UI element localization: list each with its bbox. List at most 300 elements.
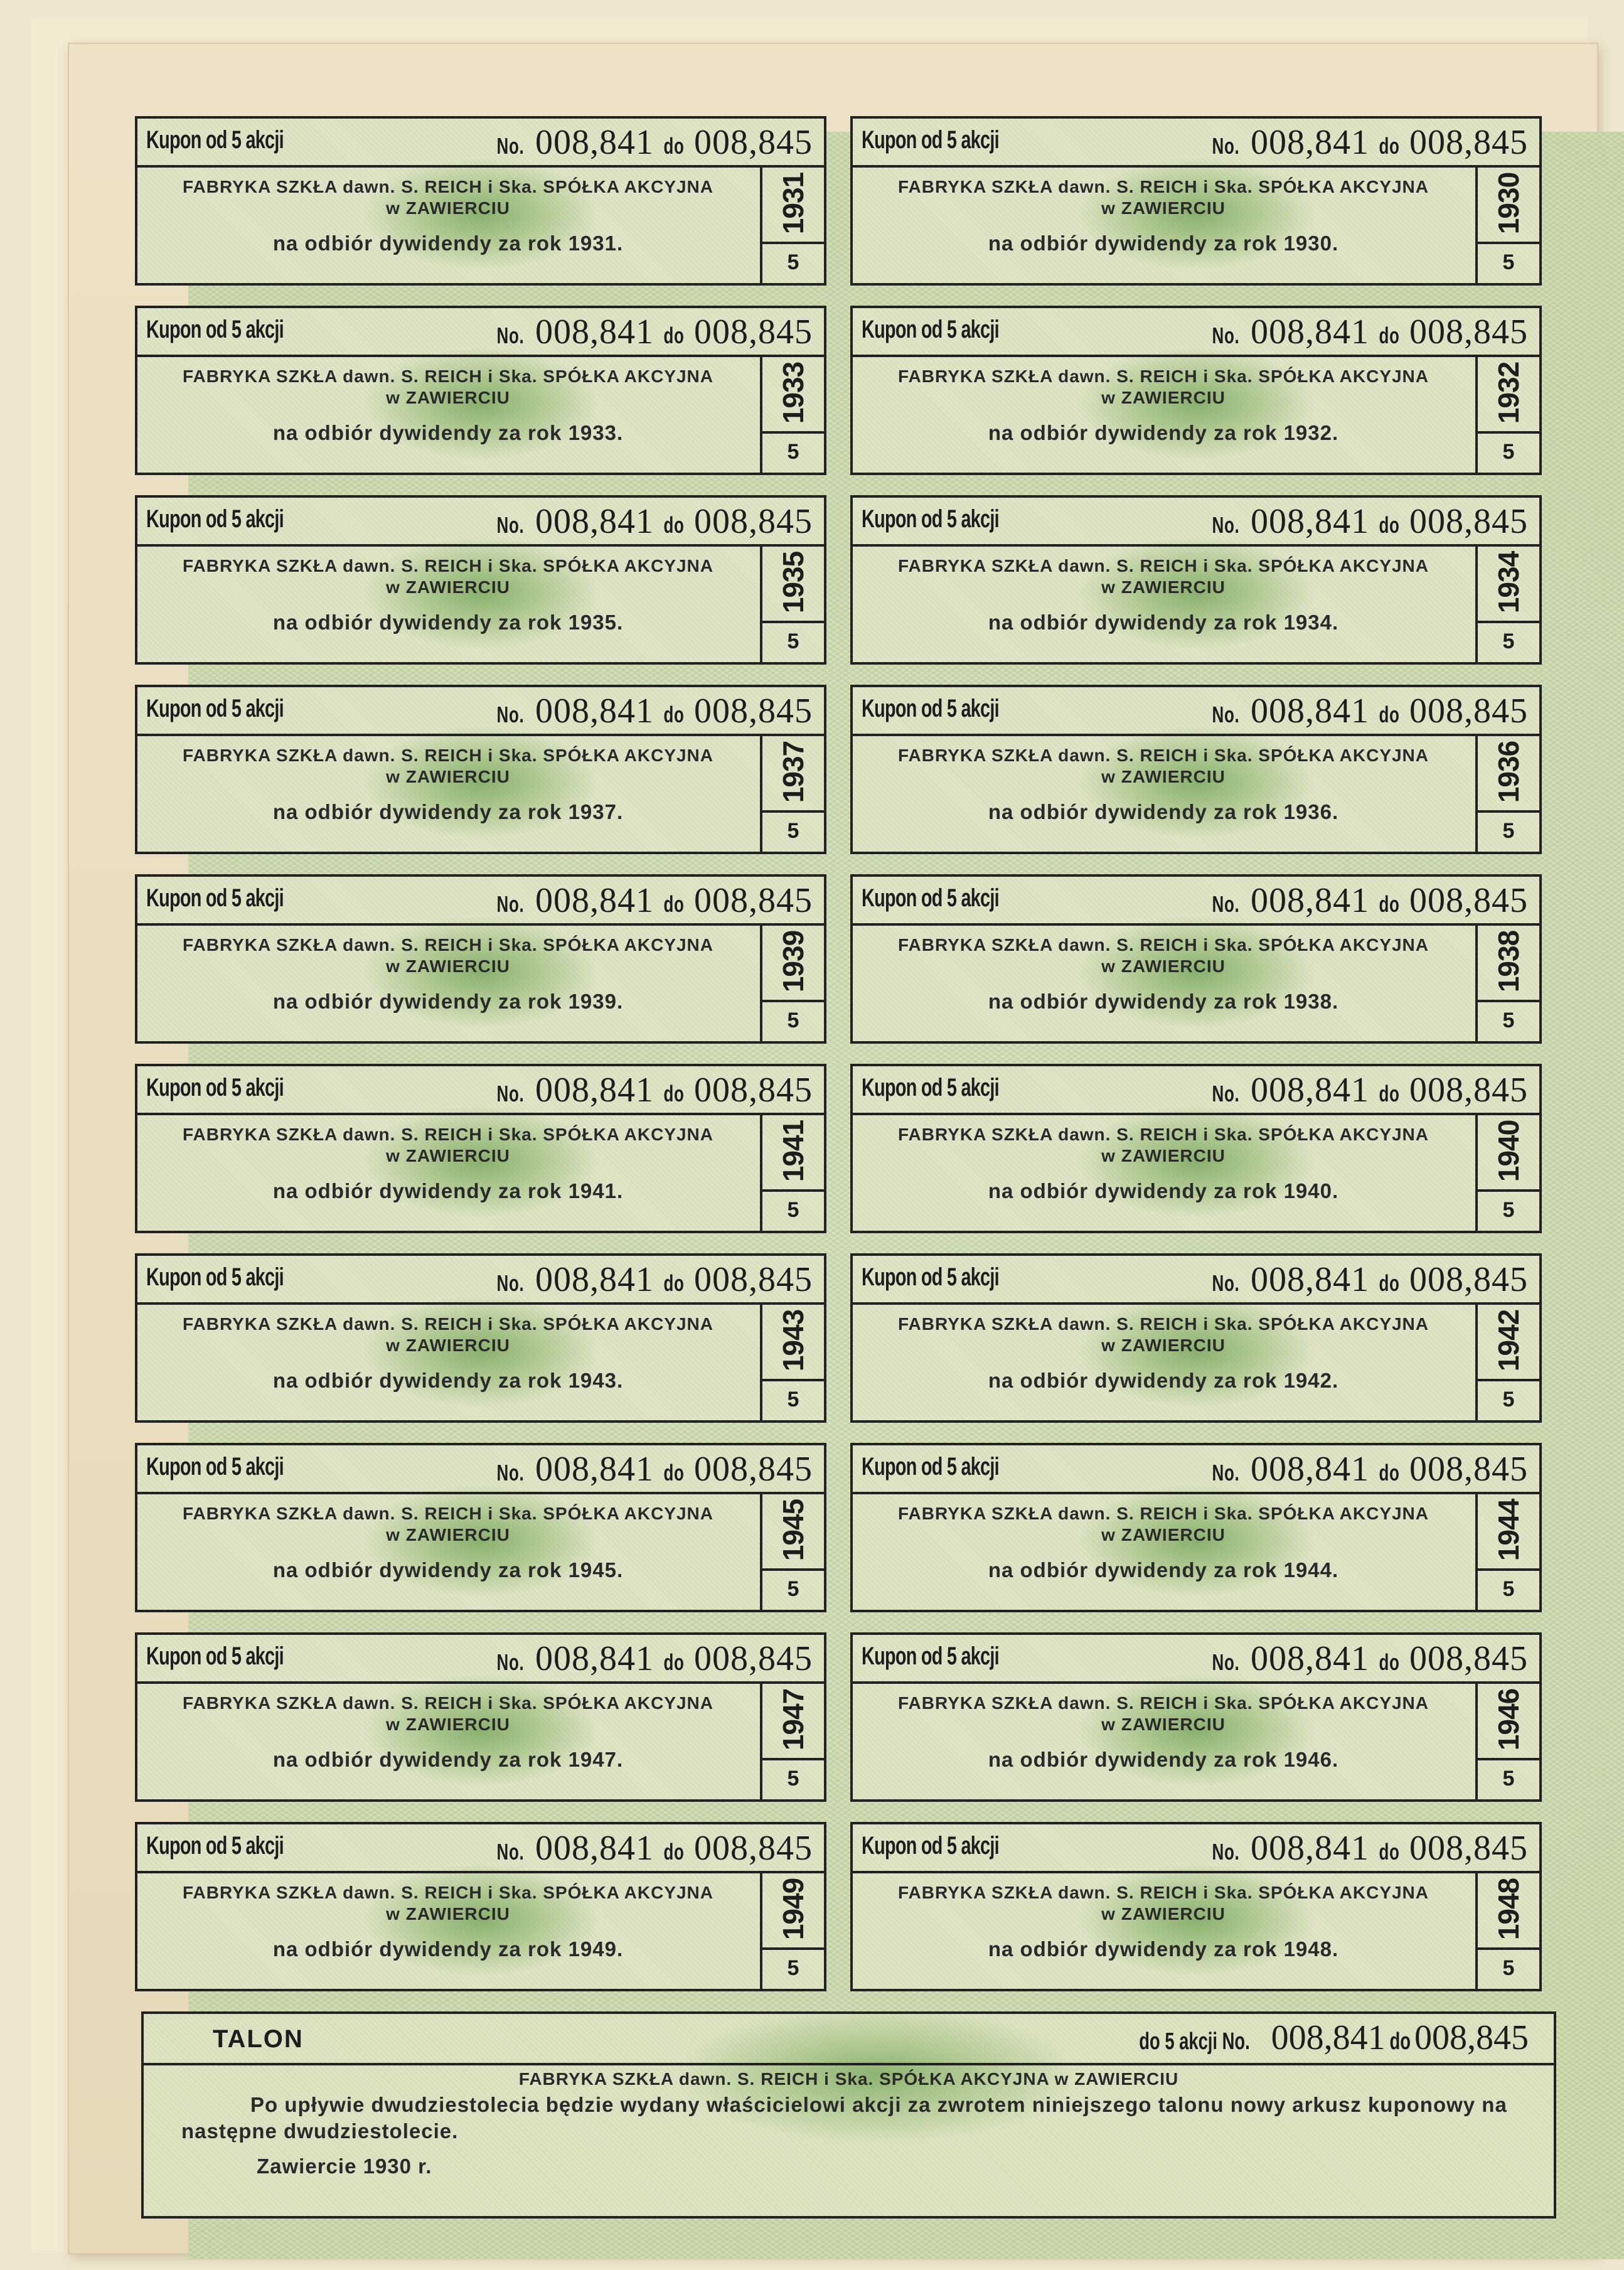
coupon-company: FABRYKA SZKŁA dawn. S. REICH i Ska. SPÓŁKA AKCYJNA [182, 1314, 714, 1334]
coupon-1943 [135, 1253, 826, 1423]
coupon-dividend-label: na odbiór dywidendy za rok 1939. [272, 990, 624, 1013]
coupon-share-count: 5 [1502, 629, 1515, 653]
coupon-body [853, 1305, 1474, 1420]
coupon-no-label: No. [496, 1460, 525, 1486]
coupon-share-count: 5 [1502, 1767, 1515, 1791]
coupon-number-range [1210, 691, 1528, 731]
coupon-side-year: 1938 [1492, 930, 1525, 993]
coupon-town: w ZAWIERCIU [1101, 1904, 1226, 1924]
coupon-no-label: No. [496, 1649, 525, 1675]
coupon-side-year-cell [1478, 1492, 1539, 1571]
coupon-dividend-label: na odbiór dywidendy za rok 1947. [272, 1748, 624, 1771]
coupon-title: Kupon od 5 akcji [862, 316, 999, 343]
coupon-1939 [135, 874, 826, 1044]
coupon-number-from: 008,841 [535, 692, 654, 731]
coupon-side-year: 1943 [777, 1309, 809, 1372]
coupon-dividend-label: na odbiór dywidendy za rok 1933. [272, 421, 624, 444]
coupon-company: FABRYKA SZKŁA dawn. S. REICH i Ska. SPÓŁKA AKCYJNA [182, 1693, 714, 1713]
coupon-company: FABRYKA SZKŁA dawn. S. REICH i Ska. SPÓŁKA AKCYJNA [897, 367, 1429, 386]
coupon-no-label: No. [496, 133, 525, 159]
coupon-to-label: do [663, 133, 685, 159]
coupon-number-to: 008,845 [694, 881, 813, 920]
coupon-number-range [1210, 1639, 1528, 1679]
coupon-number-from: 008,841 [535, 1639, 654, 1678]
talon-title: TALON [213, 2025, 304, 2053]
talon-number-from: 008,841 [1271, 2018, 1386, 2057]
coupon-1937 [135, 685, 826, 854]
coupon-dividend-label: na odbiór dywidendy za rok 1949. [272, 1937, 624, 1961]
coupon-title: Kupon od 5 akcji [146, 126, 284, 154]
coupon-title: Kupon od 5 akcji [146, 1832, 284, 1860]
coupon-body [853, 547, 1474, 662]
coupon-side-year-cell [762, 734, 824, 813]
coupon-label-year: 1936 [1283, 800, 1332, 823]
coupon-share-count: 5 [1502, 1388, 1515, 1411]
coupon-side-year: 1949 [777, 1878, 809, 1941]
coupon-number-from: 008,841 [535, 502, 654, 541]
coupon-share-count: 5 [787, 250, 799, 274]
coupon-title: Kupon od 5 akcji [862, 695, 999, 722]
coupon-no-label: No. [1212, 1649, 1240, 1675]
coupon-share-count: 5 [787, 1388, 799, 1411]
coupon-to-label: do [1379, 1839, 1400, 1865]
coupon-company: FABRYKA SZKŁA dawn. S. REICH i Ska. SPÓŁKA AKCYJNA [182, 1125, 714, 1144]
coupon-to-label: do [663, 1270, 685, 1296]
coupon-label-text: na odbiór dywidendy za rok [272, 800, 562, 823]
coupon-share-count: 5 [1502, 440, 1515, 464]
coupon-company: FABRYKA SZKŁA dawn. S. REICH i Ska. SPÓŁKA AKCYJNA [897, 556, 1429, 576]
coupon-to-label: do [1379, 323, 1400, 348]
coupon-no-label: No. [496, 1081, 525, 1106]
coupon-1949 [135, 1822, 826, 1991]
coupon-side-year: 1942 [1492, 1309, 1525, 1372]
coupon-label-year: 1938 [1283, 990, 1332, 1013]
coupon-side-panel [1475, 1113, 1539, 1231]
coupon-label-text: na odbiór dywidendy za rok [272, 1937, 562, 1961]
coupon-number-range [1210, 312, 1528, 352]
coupon-number-from: 008,841 [1251, 1829, 1370, 1868]
coupon-to-label: do [1379, 512, 1400, 538]
coupon-town: w ZAWIERCIU [386, 198, 510, 218]
coupon-company: FABRYKA SZKŁA dawn. S. REICH i Ska. SPÓŁKA AKCYJNA [182, 177, 714, 196]
talon-header [144, 2014, 1554, 2065]
coupon-label-text: na odbiór dywidendy za rok [272, 990, 562, 1013]
coupon-header [137, 1635, 824, 1684]
talon-company: FABRYKA SZKŁA dawn. S. REICH i Ska. SPÓŁKA AKCYJNA w ZAWIERCIU [518, 2069, 1179, 2089]
coupon-label-text: na odbiór dywidendy za rok [988, 232, 1278, 255]
coupon-label-year: 1942 [1283, 1369, 1332, 1392]
coupon-number-range [495, 1070, 813, 1110]
coupon-no-label: No. [1212, 891, 1240, 917]
coupon-label-text: na odbiór dywidendy za rok [272, 1748, 562, 1771]
coupon-town: w ZAWIERCIU [386, 1525, 510, 1545]
coupon-no-label: No. [1212, 1839, 1240, 1865]
coupon-title: Kupon od 5 akcji [146, 1453, 284, 1480]
coupon-company: FABRYKA SZKŁA dawn. S. REICH i Ska. SPÓŁKA AKCYJNA [182, 935, 714, 955]
coupon-town: w ZAWIERCIU [386, 1146, 510, 1165]
coupon-body [137, 1115, 759, 1231]
coupon-side-panel [760, 544, 824, 662]
coupon-share-count: 5 [787, 1577, 799, 1601]
coupon-company: FABRYKA SZKŁA dawn. S. REICH i Ska. SPÓŁKA AKCYJNA [897, 746, 1429, 765]
coupon-no-label: No. [1212, 1270, 1240, 1296]
coupon-side-year-cell [1478, 1681, 1539, 1760]
coupon-header [137, 308, 824, 357]
coupon-title: Kupon od 5 akcji [146, 316, 284, 343]
coupon-side-year: 1941 [777, 1120, 809, 1182]
coupon-number-to: 008,845 [1409, 502, 1528, 541]
coupon-number-from: 008,841 [1251, 881, 1370, 920]
coupon-1932 [850, 306, 1542, 475]
coupon-side-panel [760, 1113, 824, 1231]
coupon-1936 [850, 685, 1542, 854]
coupon-to-label: do [1379, 1460, 1400, 1486]
coupon-title: Kupon od 5 akcji [146, 1074, 284, 1101]
coupon-side-panel [760, 1681, 824, 1799]
coupon-to-label: do [663, 1460, 685, 1486]
coupon-to-label: do [1379, 1081, 1400, 1106]
coupon-to-label: do [663, 1839, 685, 1865]
coupon-company: FABRYKA SZKŁA dawn. S. REICH i Ska. SPÓŁKA AKCYJNA [897, 1504, 1429, 1523]
coupon-1938 [850, 874, 1542, 1044]
coupon-title: Kupon od 5 akcji [862, 1263, 999, 1291]
coupon-dividend-label: na odbiór dywidendy za rok 1944. [988, 1558, 1339, 1582]
coupon-share-count: 5 [1502, 1198, 1515, 1222]
coupon-title: Kupon od 5 akcji [146, 505, 284, 533]
coupon-side-year-cell [1478, 165, 1539, 244]
coupon-share-count: 5 [787, 1767, 799, 1791]
coupon-dividend-label: na odbiór dywidendy za rok 1930. [988, 232, 1339, 255]
coupon-body [137, 168, 759, 283]
coupon-dividend-label: na odbiór dywidendy za rok 1940. [988, 1179, 1339, 1202]
coupon-1930 [850, 116, 1542, 286]
coupon-number-range [1210, 881, 1528, 921]
coupon-1942 [850, 1253, 1542, 1423]
coupon-side-panel [1475, 1681, 1539, 1799]
coupon-label-text: na odbiór dywidendy za rok [988, 800, 1278, 823]
talon-number-to: 008,845 [1414, 2018, 1529, 2057]
coupon-body [137, 1684, 759, 1799]
coupon-number-to: 008,845 [694, 502, 813, 541]
coupon-label-text: na odbiór dywidendy za rok [988, 1179, 1278, 1202]
coupon-town: w ZAWIERCIU [386, 1904, 510, 1924]
coupon-label-year: 1939 [568, 990, 617, 1013]
coupon-body [137, 1873, 759, 1989]
coupon-side-year-cell [1478, 1871, 1539, 1950]
coupon-no-label: No. [496, 702, 525, 727]
coupon-company: FABRYKA SZKŁA dawn. S. REICH i Ska. SPÓŁKA AKCYJNA [182, 367, 714, 386]
coupon-number-range [1210, 1070, 1528, 1110]
coupon-number-to: 008,845 [694, 1260, 813, 1299]
coupon-side-panel [760, 355, 824, 473]
coupon-side-year-cell [1478, 1302, 1539, 1381]
coupon-1945 [135, 1443, 826, 1612]
coupon-dividend-label: na odbiór dywidendy za rok 1935. [272, 611, 624, 634]
coupon-to-label: do [1379, 891, 1400, 917]
coupon-label-year: 1943 [568, 1369, 617, 1392]
coupon-number-range [495, 1828, 813, 1868]
coupon-side-year-cell [762, 1871, 824, 1950]
coupon-side-panel [760, 923, 824, 1041]
coupon-side-year-cell [762, 923, 824, 1002]
coupon-number-to: 008,845 [1409, 1260, 1528, 1299]
coupon-label-text: na odbiór dywidendy za rok [988, 1748, 1278, 1771]
coupon-side-panel [760, 734, 824, 852]
coupon-side-year: 1947 [777, 1688, 809, 1751]
coupon-company: FABRYKA SZKŁA dawn. S. REICH i Ska. SPÓŁKA AKCYJNA [182, 1504, 714, 1523]
coupon-header [853, 1824, 1539, 1873]
coupon-side-year: 1933 [777, 361, 809, 424]
coupon-number-to: 008,845 [694, 1450, 813, 1489]
coupon-label-year: 1948 [1283, 1937, 1332, 1961]
coupon-header [137, 877, 824, 926]
coupon-dividend-label: na odbiór dywidendy za rok 1937. [272, 800, 624, 823]
coupon-header [137, 1066, 824, 1115]
coupon-side-year-cell [762, 1681, 824, 1760]
coupon-share-count: 5 [1502, 1956, 1515, 1980]
coupon-label-year: 1930 [1283, 232, 1332, 255]
coupon-number-to: 008,845 [694, 1071, 813, 1110]
coupon-side-year: 1940 [1492, 1120, 1525, 1182]
coupon-body [137, 1494, 759, 1610]
coupon-share-count: 5 [787, 1956, 799, 1980]
coupon-1941 [135, 1064, 826, 1233]
coupon-town: w ZAWIERCIU [386, 577, 510, 597]
coupon-number-range [495, 881, 813, 921]
coupon-label-text: na odbiór dywidendy za rok [988, 1937, 1278, 1961]
coupon-label-year: 1940 [1283, 1179, 1332, 1202]
coupon-title: Kupon od 5 akcji [146, 884, 284, 912]
coupon-1948 [850, 1822, 1542, 1991]
coupon-number-from: 008,841 [535, 123, 654, 162]
coupon-label-text: na odbiór dywidendy za rok [272, 1558, 562, 1582]
coupon-company: FABRYKA SZKŁA dawn. S. REICH i Ska. SPÓŁKA AKCYJNA [897, 1125, 1429, 1144]
coupon-number-range [1210, 501, 1528, 542]
coupon-label-year: 1945 [568, 1558, 617, 1582]
coupon-number-to: 008,845 [1409, 1450, 1528, 1489]
coupon-number-range [495, 691, 813, 731]
coupon-share-count: 5 [1502, 250, 1515, 274]
coupon-title: Kupon od 5 akcji [862, 505, 999, 533]
coupon-no-label: No. [496, 1839, 525, 1865]
coupon-header [853, 119, 1539, 168]
coupon-side-year: 1934 [1492, 551, 1525, 614]
coupon-side-year-cell [1478, 544, 1539, 623]
coupon-number-range [495, 312, 813, 352]
coupon-dividend-label: na odbiór dywidendy za rok 1945. [272, 1558, 624, 1582]
coupon-label-text: na odbiór dywidendy za rok [272, 1369, 562, 1392]
coupon-town: w ZAWIERCIU [1101, 1146, 1226, 1165]
coupon-dividend-label: na odbiór dywidendy za rok 1934. [988, 611, 1339, 634]
coupon-number-to: 008,845 [1409, 313, 1528, 351]
coupon-town: w ZAWIERCIU [386, 956, 510, 976]
coupon-label-year: 1933 [568, 421, 617, 444]
coupon-number-range [495, 122, 813, 163]
coupon-dividend-label: na odbiór dywidendy za rok 1942. [988, 1369, 1339, 1392]
coupon-number-to: 008,845 [1409, 881, 1528, 920]
coupon-body [137, 1305, 759, 1420]
coupon-side-year: 1939 [777, 930, 809, 993]
coupon-side-year-cell [762, 1302, 824, 1381]
coupon-body [853, 1115, 1474, 1231]
talon-text: Po upływie dwudziestolecia będzie wydany właścicielowi akcji za zwrotem niniejszego talonu nowy arkusz kuponowy na następne dwudziestolecie. [181, 2093, 1507, 2143]
coupon-1940 [850, 1064, 1542, 1233]
talon-number [1126, 2018, 1529, 2058]
coupon-body [853, 736, 1474, 852]
coupon-label-year: 1935 [568, 611, 617, 634]
coupon-number-to: 008,845 [1409, 1829, 1528, 1868]
talon-number-to-label: do [1389, 2028, 1411, 2055]
coupon-label-text: na odbiór dywidendy za rok [272, 611, 562, 634]
coupon-to-label: do [1379, 702, 1400, 727]
coupon-town: w ZAWIERCIU [1101, 956, 1226, 976]
coupon-side-year-cell [1478, 734, 1539, 813]
coupon-number-from: 008,841 [1251, 502, 1370, 541]
coupon-side-year: 1935 [777, 551, 809, 614]
coupon-to-label: do [663, 1081, 685, 1106]
coupon-body [853, 926, 1474, 1041]
coupon-number-to: 008,845 [694, 1639, 813, 1678]
coupon-number-to: 008,845 [1409, 123, 1528, 162]
coupon-dividend-label: na odbiór dywidendy za rok 1941. [272, 1179, 624, 1202]
coupon-header [853, 1066, 1539, 1115]
coupon-body [853, 1873, 1474, 1989]
coupon-side-year-cell [762, 1113, 824, 1192]
coupon-side-year: 1930 [1492, 172, 1525, 235]
coupon-number-from: 008,841 [535, 1260, 654, 1299]
coupon-side-panel [1475, 923, 1539, 1041]
coupon-side-year: 1936 [1492, 741, 1525, 803]
coupon-body [137, 736, 759, 852]
coupon-no-label: No. [496, 891, 525, 917]
coupon-town: w ZAWIERCIU [386, 1715, 510, 1734]
coupon-town: w ZAWIERCIU [1101, 1715, 1226, 1734]
coupon-label-year: 1937 [568, 800, 617, 823]
coupon-number-from: 008,841 [535, 881, 654, 920]
coupon-dividend-label: na odbiór dywidendy za rok 1946. [988, 1748, 1339, 1771]
coupon-company: FABRYKA SZKŁA dawn. S. REICH i Ska. SPÓŁKA AKCYJNA [182, 1883, 714, 1902]
coupon-label-text: na odbiór dywidendy za rok [988, 421, 1278, 444]
coupon-1946 [850, 1632, 1542, 1802]
coupon-number-range [495, 1260, 813, 1300]
coupon-header [853, 308, 1539, 357]
coupon-side-year: 1937 [777, 741, 809, 803]
coupon-1944 [850, 1443, 1542, 1612]
talon-place-date: Zawiercie 1930 r. [257, 2155, 432, 2178]
coupon-side-year: 1946 [1492, 1688, 1525, 1751]
coupon-side-panel [1475, 165, 1539, 283]
coupon-number-to: 008,845 [1409, 1071, 1528, 1110]
coupon-number-range [495, 1639, 813, 1679]
coupon-label-year: 1946 [1283, 1748, 1332, 1771]
coupon-title: Kupon od 5 akcji [146, 695, 284, 722]
coupon-body [137, 926, 759, 1041]
coupon-side-year-cell [762, 544, 824, 623]
coupon-label-text: na odbiór dywidendy za rok [988, 990, 1278, 1013]
coupon-number-from: 008,841 [1251, 692, 1370, 731]
coupon-town: w ZAWIERCIU [1101, 388, 1226, 407]
coupon-header [137, 1256, 824, 1305]
coupon-dividend-label: na odbiór dywidendy za rok 1931. [272, 232, 624, 255]
coupon-number-from: 008,841 [1251, 1071, 1370, 1110]
coupon-body [853, 357, 1474, 473]
coupon-label-text: na odbiór dywidendy za rok [272, 1179, 562, 1202]
coupon-to-label: do [1379, 133, 1400, 159]
coupon-side-year-cell [1478, 923, 1539, 1002]
coupon-share-count: 5 [1502, 819, 1515, 843]
coupon-town: w ZAWIERCIU [386, 388, 510, 407]
coupon-label-year: 1947 [568, 1748, 617, 1771]
coupon-company: FABRYKA SZKŁA dawn. S. REICH i Ska. SPÓŁKA AKCYJNA [182, 556, 714, 576]
coupon-number-to: 008,845 [1409, 692, 1528, 731]
coupon-to-label: do [663, 702, 685, 727]
coupon-side-panel [760, 1302, 824, 1420]
coupon-to-label: do [663, 891, 685, 917]
coupon-town: w ZAWIERCIU [1101, 1525, 1226, 1545]
coupon-no-label: No. [1212, 323, 1240, 348]
coupon-town: w ZAWIERCIU [1101, 198, 1226, 218]
coupon-header [853, 687, 1539, 736]
coupon-label-text: na odbiór dywidendy za rok [988, 1558, 1278, 1582]
coupon-1931 [135, 116, 826, 286]
coupon-label-text: na odbiór dywidendy za rok [272, 421, 562, 444]
coupon-company: FABRYKA SZKŁA dawn. S. REICH i Ska. SPÓŁKA AKCYJNA [897, 1883, 1429, 1902]
coupon-header [853, 498, 1539, 547]
coupon-title: Kupon od 5 akcji [862, 1453, 999, 1480]
coupon-number-from: 008,841 [535, 1071, 654, 1110]
coupon-side-panel [1475, 734, 1539, 852]
coupon-header [137, 119, 824, 168]
coupon-number-from: 008,841 [1251, 1260, 1370, 1299]
coupon-dividend-label: na odbiór dywidendy za rok 1938. [988, 990, 1339, 1013]
coupon-header [137, 687, 824, 736]
coupon-body [137, 357, 759, 473]
coupon-title: Kupon od 5 akcji [862, 884, 999, 912]
coupon-title: Kupon od 5 akcji [862, 1074, 999, 1101]
coupon-share-count: 5 [787, 1198, 799, 1222]
coupon-header [137, 498, 824, 547]
coupon-share-count: 5 [787, 629, 799, 653]
coupon-side-panel [1475, 1492, 1539, 1610]
coupon-label-text: na odbiór dywidendy za rok [988, 611, 1278, 634]
coupon-body [137, 547, 759, 662]
coupon-number-to: 008,845 [694, 313, 813, 351]
coupon-town: w ZAWIERCIU [1101, 577, 1226, 597]
coupon-to-label: do [1379, 1649, 1400, 1675]
coupon-side-panel [1475, 1302, 1539, 1420]
coupon-header [853, 1635, 1539, 1684]
coupon-1934 [850, 495, 1542, 665]
coupon-town: w ZAWIERCIU [1101, 1336, 1226, 1355]
coupon-town: w ZAWIERCIU [386, 1336, 510, 1355]
coupon-body [853, 1684, 1474, 1799]
coupon-header [853, 1445, 1539, 1494]
coupon-title: Kupon od 5 akcji [862, 1832, 999, 1860]
coupon-number-from: 008,841 [1251, 313, 1370, 351]
coupon-side-year: 1948 [1492, 1878, 1525, 1941]
coupon-header [853, 877, 1539, 926]
coupon-number-from: 008,841 [535, 1829, 654, 1868]
coupon-number-to: 008,845 [694, 1829, 813, 1868]
coupon-number-range [1210, 1449, 1528, 1489]
coupon-dividend-label: na odbiór dywidendy za rok 1948. [988, 1937, 1339, 1961]
coupon-company: FABRYKA SZKŁA dawn. S. REICH i Ska. SPÓŁKA AKCYJNA [897, 935, 1429, 955]
coupon-side-year-cell [1478, 355, 1539, 434]
coupon-dividend-label: na odbiór dywidendy za rok 1932. [988, 421, 1339, 444]
coupon-to-label: do [663, 323, 685, 348]
coupon-side-panel [1475, 1871, 1539, 1989]
coupon-header [137, 1824, 824, 1873]
